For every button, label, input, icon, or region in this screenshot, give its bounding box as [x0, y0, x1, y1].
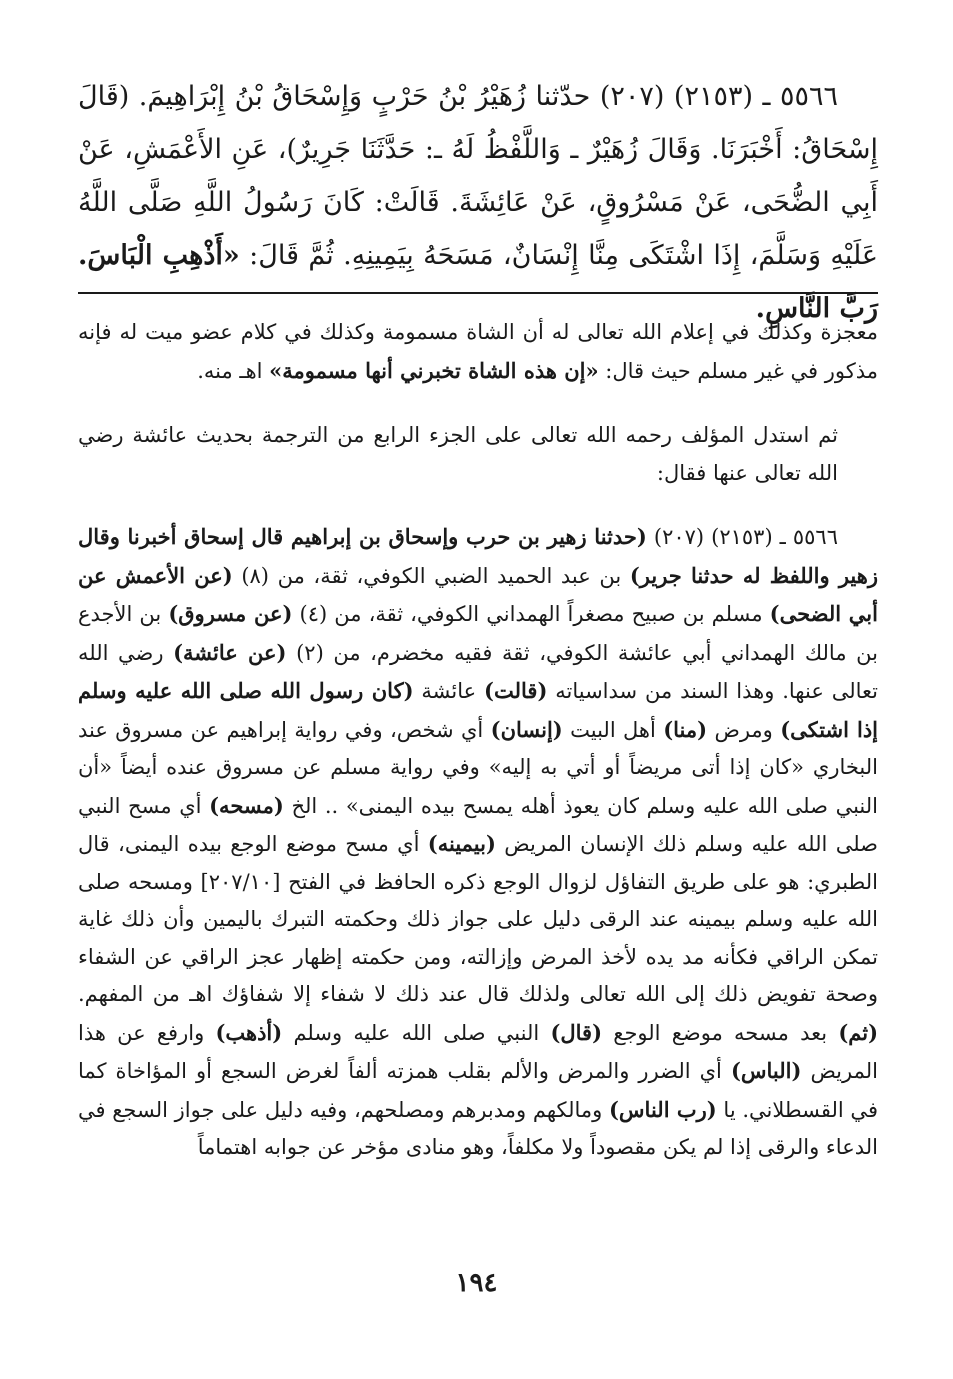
c3-seg-27: وارفع عن هذا المريض — [78, 1020, 878, 1083]
commentary-1-quote: «إن هذه الشاة تخبرني أنها مسمومة» — [269, 357, 599, 383]
c3-seg-3: بن عبد الحميد الضبي الكوفي، ثقة، من (٨) — [241, 563, 622, 588]
hadith-body: حدّثنا زُهَيْرُ بْنُ حَرْبٍ وَإِسْحَاقُ بْنُ إِبْرَاهِيمَ. (قَالَ إِسْحَاقُ: أَخْبَرَنَا. وَقَالَ زُهَيْرٌ ـ وَاللَّفْظُ لَهُ ـ: حَدَّثَنَا جَرِيرٌ)، عَنِ الأَعْمَشِ، عَنْ أَبِي الضُّحَى، عَنْ مَسْرُوقٍ، عَنْ عَائِشَةَ. قَالَتْ: كَانَ رَسُولُ اللَّهِ صَلَّى اللَّهُ عَلَيْهِ وَسَلَّمَ، إِذَا اشْتَكَى مِنَّا إِنْسَانٌ، مَسَحَهُ بِيَمِينِهِ. ثُمَّ قَالَ: — [78, 81, 878, 271]
c3-seg-9: رضي الله تعالى عنها. وهذا السند من سداسياته — [78, 640, 878, 703]
c3-seg-20: (بيمينه) — [427, 831, 496, 856]
c3-seg-26: (أذهب) — [215, 1019, 283, 1045]
hadith-quote: «أَذْهِبِ الْبَاسَ. رَبَّ النَّاسِ. — [78, 240, 878, 324]
commentary-1-text-b: اهـ منه. — [197, 358, 263, 383]
commentary-paragraph-1 — [78, 314, 878, 392]
c3-seg-15: أهل البيت — [570, 717, 656, 742]
c3-seg-30: (رب الناس) — [608, 1096, 717, 1122]
c3-seg-21: أي مسح موضع الوجع بيده اليمنى، قال الطبري: هو على طريق التفاؤل لزوال الوجع ذكره الحافظ في الفتح [٢٠٧/١٠] ومسحه صلى الله عليه وسلم بيمينه عند الرقى دليل على جواز ذلك وحكمته التبرك باليمين وأن ذلك غاية تمكن الراقي فكأنه مد يده لأخذ المرض وإزالته، ومن حكمته إظهار عجز الراقي عن الشفاء وصحة تفويض ذلك إلى الله تعالى ولذلك قال عند ذلك لا شفاء إلا شفاؤك اهـ من المفهم. — [78, 832, 878, 1006]
c3-seg-13: ومرض — [714, 717, 773, 742]
c3-seg-7: بن الأجدع بن مالك الهمداني أبي عائشة الكوفي، ثقة فقيه مخضرم، من (٢) — [78, 602, 878, 665]
c3-seg-1: ٥٥٦٦ ـ (٢١٥٣) (٢٠٧) — [653, 525, 838, 549]
c3-seg-18: (مسحه) — [209, 792, 284, 818]
commentary-1-text-a: معجزة وكذلك في إعلام الله تعالى له أن الشاة مسمومة وكذلك في كلام عضو ميت له فإنه مذكور في غير مسلم حيث قال: — [78, 320, 878, 383]
c3-seg-19: أي مسح النبي صلى الله عليه وسلم ذلك الإنسان المريض — [78, 793, 878, 856]
c3-seg-16: (إنسان) — [490, 716, 563, 742]
hadith-number: ٥٥٦٦ ـ (٢١٥٣) (٢٠٧) — [599, 81, 838, 112]
c3-seg-6: (عن مسروق) — [168, 601, 293, 626]
c3-seg-28: (الباس) — [730, 1058, 802, 1083]
hadith-text — [78, 70, 878, 324]
c3-seg-22: (ثم) — [838, 1019, 879, 1045]
c3-seg-2: (حدثنا زهير بن حرب وإسحاق بن إبراهيم قال إسحاق أخبرنا وقال زهير واللفظ له حدثنا جرير) — [78, 524, 878, 588]
page-number: ١٩٤ — [455, 1268, 498, 1298]
c3-seg-29: أي الضرر والمرض والألم بقلب همزته ألفاً لغرض السجع أو المؤاخاة كما في القسطلاني. يا — [78, 1059, 878, 1122]
c3-seg-17: أي شخص، وفي رواية إبراهيم عن مسروق عند البخاري «كان إذا أتى مريضاً أو أتي به إليه» وفي رواية مسلم عن مسروق عنده أيضاً «أن النبي صلى الله عليه وسلم كان يعوذ أهله يمسح بيده اليمنى» .. الخ — [78, 717, 878, 818]
c3-seg-14: (منا) — [663, 716, 708, 742]
c3-seg-12: (كان رسول الله صلى الله عليه وسلم إذا اشتكى) — [78, 678, 879, 742]
commentary-paragraph-3 — [78, 518, 878, 1234]
c3-seg-8: (عن عائشة) — [173, 639, 287, 665]
c3-seg-4: (عن الأعمش عن أبي الضحى) — [78, 562, 878, 626]
c3-seg-5: مسلم بن صبيح مصغراً الهمداني الكوفي، ثقة، من (٤) — [299, 602, 763, 626]
commentary-paragraph-2 — [78, 417, 878, 495]
commentary-2-text: ثم استدل المؤلف رحمه الله تعالى على الجزء الرابع من الترجمة بحديث عائشة رضي الله تعالى عنها فقال: — [78, 423, 838, 485]
c3-seg-31: ومالكهم ومدبرهم ومصلحهم، وفيه دليل على جواز السجع في الدعاء والرقى إذا لم يكن مقصوداً ولا مكلفاً، وهو منادى مؤخر عن جوابه اهتماماً — [78, 1097, 878, 1159]
c3-seg-11: عائشة — [421, 679, 477, 703]
c3-seg-25: النبي صلى الله عليه وسلم — [293, 1020, 540, 1045]
c3-seg-23: بعد مسحه موضع الوجع — [613, 1020, 828, 1045]
c3-seg-10: (قالت) — [484, 678, 548, 703]
page-content — [78, 70, 878, 1234]
c3-seg-24: (قال) — [550, 1019, 603, 1045]
